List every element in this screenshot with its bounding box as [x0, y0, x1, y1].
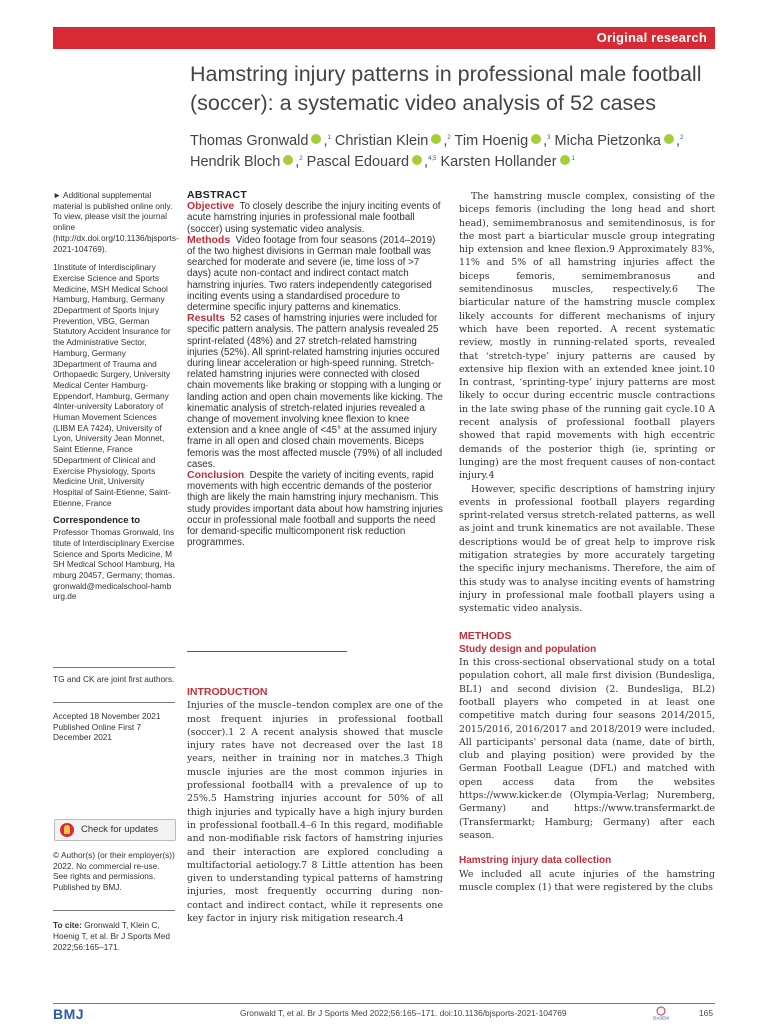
introduction-paragraph: Injuries of the muscle–tendon complex are one of the most frequent injuries in professional football (soccer).1 2 A recent analysis showed that muscle injury rates have not decreased over the last 18 years, neither in training nor in matches.3 Thigh muscle injuries are the most common injuries in professional football4 with a prevalence of up to 25%.5 Hamstring injuries account for 50% of all thigh injuries and typically have a high injury burden in professional football.4–6 In this regard, modifiable and non-modifiable risk factors of hamstring injuries and their interaction are explored concluding a multifactorial aetiology.7 8 Little attention has been given to understanding typical patterns of hamstring injuries, most frequently occurring during non-contact and indirect contact, while it represents one key factor in injury risk mitigation research.4	[187, 700, 443, 925]
dates-block	[53, 711, 175, 743]
abstract	[187, 190, 443, 549]
bmj-logo: BMJ	[53, 1006, 85, 1022]
cite-text: Gronwald T, Klein C, Hoenig T, et al. Br J Sports Med 2022;56:165–171.	[53, 920, 170, 952]
body-paragraph: The hamstring muscle complex, consisting of the biceps femoris (including the long head and short head), semimembranosus and semitendinosus, is for the most part a biarticular muscle group integrating hip extension and knee flexion.9 Approximately 83%, 11% and 5% of all hamstring injuries affect the biceps femoris, semimembranosus and semitendinosus muscles, respectively.6 The biarticular nature of the hamstring muscle complex likely accounts for different mechanisms of injury which have been reported. A recent systematic review, mostly in running-related sports, revealed that ‘stretch-type’ injury patterns are caused by extensive hip flexion with an extended knee joint.10 In contrast, ‘sprinting-type’ injury patterns are most likely to occur during eccentric muscle contractions in the late swing phase of the running gait cycle.10 A recent analysis of professional football players showed that rapid movements with high eccentric demands of the posterior thigh (ie, sprinting or lunging) are the most frequent causes of non-contact injury.4	[459, 191, 715, 482]
orcid-icon[interactable]	[431, 134, 441, 144]
logo-text: BASEM	[653, 1015, 669, 1020]
cite-heading: To cite:	[53, 920, 82, 931]
orcid-icon[interactable]	[531, 134, 541, 144]
article-title: Hamstring injury patterns in professional male football (soccer): a systematic video analysis of 52 cases	[190, 62, 702, 115]
sidebar	[53, 190, 179, 602]
affiliation: 4Inter-university Laboratory of Human Movement Sciences (LIBM EA 7424), University of Lyon, University Jean Monnet, Saint Etienne, France	[53, 401, 165, 455]
results-label: Results	[187, 312, 225, 325]
body-paragraph: We included all acute injuries of the hamstring muscle complex (1) that were registered by the clubs	[459, 868, 715, 893]
published-date: Published Online First 7 December 2021	[53, 721, 142, 743]
author-list: Thomas Gronwald ,$^1$ Christian Klein ,$^2$ Tim Hoenig ,$^3$ Micha Pietzonka ,$^2$ Hendrik Bloch ,$^2$ Pascal Edouard ,$^{4,5}$ Karsten Hollander $^1$	[190, 133, 684, 170]
joint-authors-note: TG and CK are joint first authors.	[53, 674, 175, 684]
conclusion-label: Conclusion	[187, 469, 245, 482]
affiliation: 2Department of Sports Injury Prevention, VBG, German Statutory Accident Insurance for the Administrative Sector, Hamburg, Germany	[53, 305, 171, 358]
orcid-icon[interactable]	[311, 134, 321, 144]
affiliation: 1Institute of Interdisciplinary Exercise Science and Sports Medicine, MSH Medical School Hamburg, Hamburg, Germany	[53, 262, 168, 305]
abstract-divider	[187, 651, 347, 652]
results-text: 52 cases of hamstring injuries were included for specific pattern analysis. The pattern analysis revealed 25 sprint-related (48%) and 27 stretch-related hamstring injuries (52%). All sprint-related hamstring injuries occured during linear acceleration or high-speed running. Stretch-related hamstring injuries were connected with closed chain movements like braking or stopping with a lunging or landing action and open chain movements like kicking. The kinematic analysis of stretch-related injuries revealed a change of movement involving knee flexion to knee extension and a knee angle of <45° at the assumed injury frame in all open and closed chain movements. Biceps femoris was the most affected muscle (79%) of all included cases.	[187, 313, 443, 470]
affiliation: 5Department of Clinical and Exercise Physiology, Sports Medicine Unit, University Hospital of Saint-Etienne, Saint-Etienne, France	[53, 454, 171, 508]
right-column	[459, 190, 715, 894]
supplemental-note[interactable]: ► Additional supplemental material is published online only. To view, please visit the journal online (http://dx.doi.org/10.1136/bjsports-2021-104769).	[53, 190, 179, 254]
copyright-block: © Author(s) (or their employer(s)) 2022. No commercial re-use. See rights and permissions. Published by BMJ.	[53, 850, 175, 893]
methods-label: Methods	[187, 233, 231, 246]
affiliation: 3Department of Trauma and Orthopaedic Surgery, University Medical Center Hamburg-Eppendorf, Hamburg, Germany	[53, 358, 170, 401]
author-name[interactable]: Christian Klein	[334, 133, 429, 149]
orcid-icon[interactable]	[283, 155, 293, 165]
section-label: Original research	[596, 30, 707, 45]
sidebar-divider	[53, 702, 175, 703]
sidebar-divider	[53, 667, 175, 668]
correspondence-text: Professor Thomas Gronwald, Institute of Interdisciplinary Exercise Science and Sports Medicine, MSH Medical School Hamburg, Hamburg 20457, Germany; thomas.gronwald@medicalschool-hamburg.de	[53, 527, 175, 602]
accepted-date: Accepted 18 November 2021	[53, 711, 161, 721]
sidebar-divider	[53, 910, 175, 911]
introduction-heading: INTRODUCTION	[187, 686, 268, 698]
data-collection-heading: Hamstring injury data collection	[459, 855, 612, 867]
author-name[interactable]: Tim Hoenig	[454, 133, 529, 149]
check-updates-label: Check for updates	[81, 824, 159, 835]
check-for-updates-button[interactable]	[54, 819, 176, 841]
footer-citation: Gronwald T, et al. Br J Sports Med 2022;56:165–171. doi:10.1136/bjsports-2021-104769	[240, 1008, 567, 1018]
author-name[interactable]: Thomas Gronwald	[190, 133, 309, 149]
conclusion-text: Despite the variety of inciting events, rapid movements with high eccentric demands of the posterior thigh are likely the main hamstring injury mechanism. This study provides important data about how hamstring injuries occur in professional male football and supports the need for demand-specific multicomponent risk reduction programmes.	[187, 470, 443, 549]
orcid-icon[interactable]	[412, 155, 422, 165]
footer-divider	[53, 1003, 715, 1004]
methods-text: Video footage from four seasons (2014–2019) of the two highest divisions in German male football was searched for moderate and severe (ie, time loss of >7 days) acute non-contact and indirect contact match hamstring injuries. Two raters independently categorised inciting events using a standardised procedure to determine specific injury patterns and kinematics.	[187, 234, 436, 314]
correspondence-heading: Correspondence to	[53, 515, 141, 527]
objective-text: To closely describe the injury inciting events of acute hamstring injuries in professional male football (soccer) using systematic video analysis.	[187, 201, 441, 235]
author-name[interactable]: Karsten Hollander	[440, 154, 557, 170]
basem-logo	[650, 1006, 672, 1020]
objective-label: Objective	[187, 200, 235, 213]
page-number: 165	[699, 1008, 713, 1018]
body-paragraph: In this cross-sectional observational study on a total population cohort, all male first division (Bundesliga, BL1) and second division (2. Bundesliga, BL2) football players who competed in at least one competitive match during four seasons 2014/2015, 2015/2016, 2016/2017 and 2018/2019 were included. All participants' personal data (name, date of birth, club and playing position) were provided by the German Football League (DFL) and matched with open access data from the websites https://www.kicker.de (Olympia-Verlag; Nuremberg, Germany) and https://www.transfermarkt.de (Transfermarkt; Hamburg; Germany) after each season.	[459, 657, 715, 841]
citation-box	[53, 912, 175, 961]
methods-heading: METHODS	[459, 629, 512, 642]
study-design-heading: Study design and population	[459, 643, 597, 655]
body-paragraph: However, specific descriptions of hamstring injury events in professional football players regarding sprint-related versus stretch-related patterns, as well as joint and trunk kinematics are not available. These descriptions would be of great help to improve risk mitigation strategies by more accurately targeting the specific injury mechanisms. Therefore, the aim of this study was to analyse inciting events of hamstring injury in professional male football players using a systematic video analysis.	[459, 483, 715, 615]
orcid-icon[interactable]	[560, 155, 570, 165]
check-updates-icon	[60, 823, 74, 837]
introduction-section	[187, 686, 443, 925]
section-banner	[53, 27, 715, 49]
abstract-heading: ABSTRACT	[187, 189, 248, 201]
orcid-icon[interactable]	[664, 134, 674, 144]
author-name[interactable]: Hendrik Bloch	[190, 154, 281, 170]
author-name[interactable]: Micha Pietzonka	[554, 133, 661, 149]
author-name[interactable]: Pascal Edouard	[306, 154, 410, 170]
